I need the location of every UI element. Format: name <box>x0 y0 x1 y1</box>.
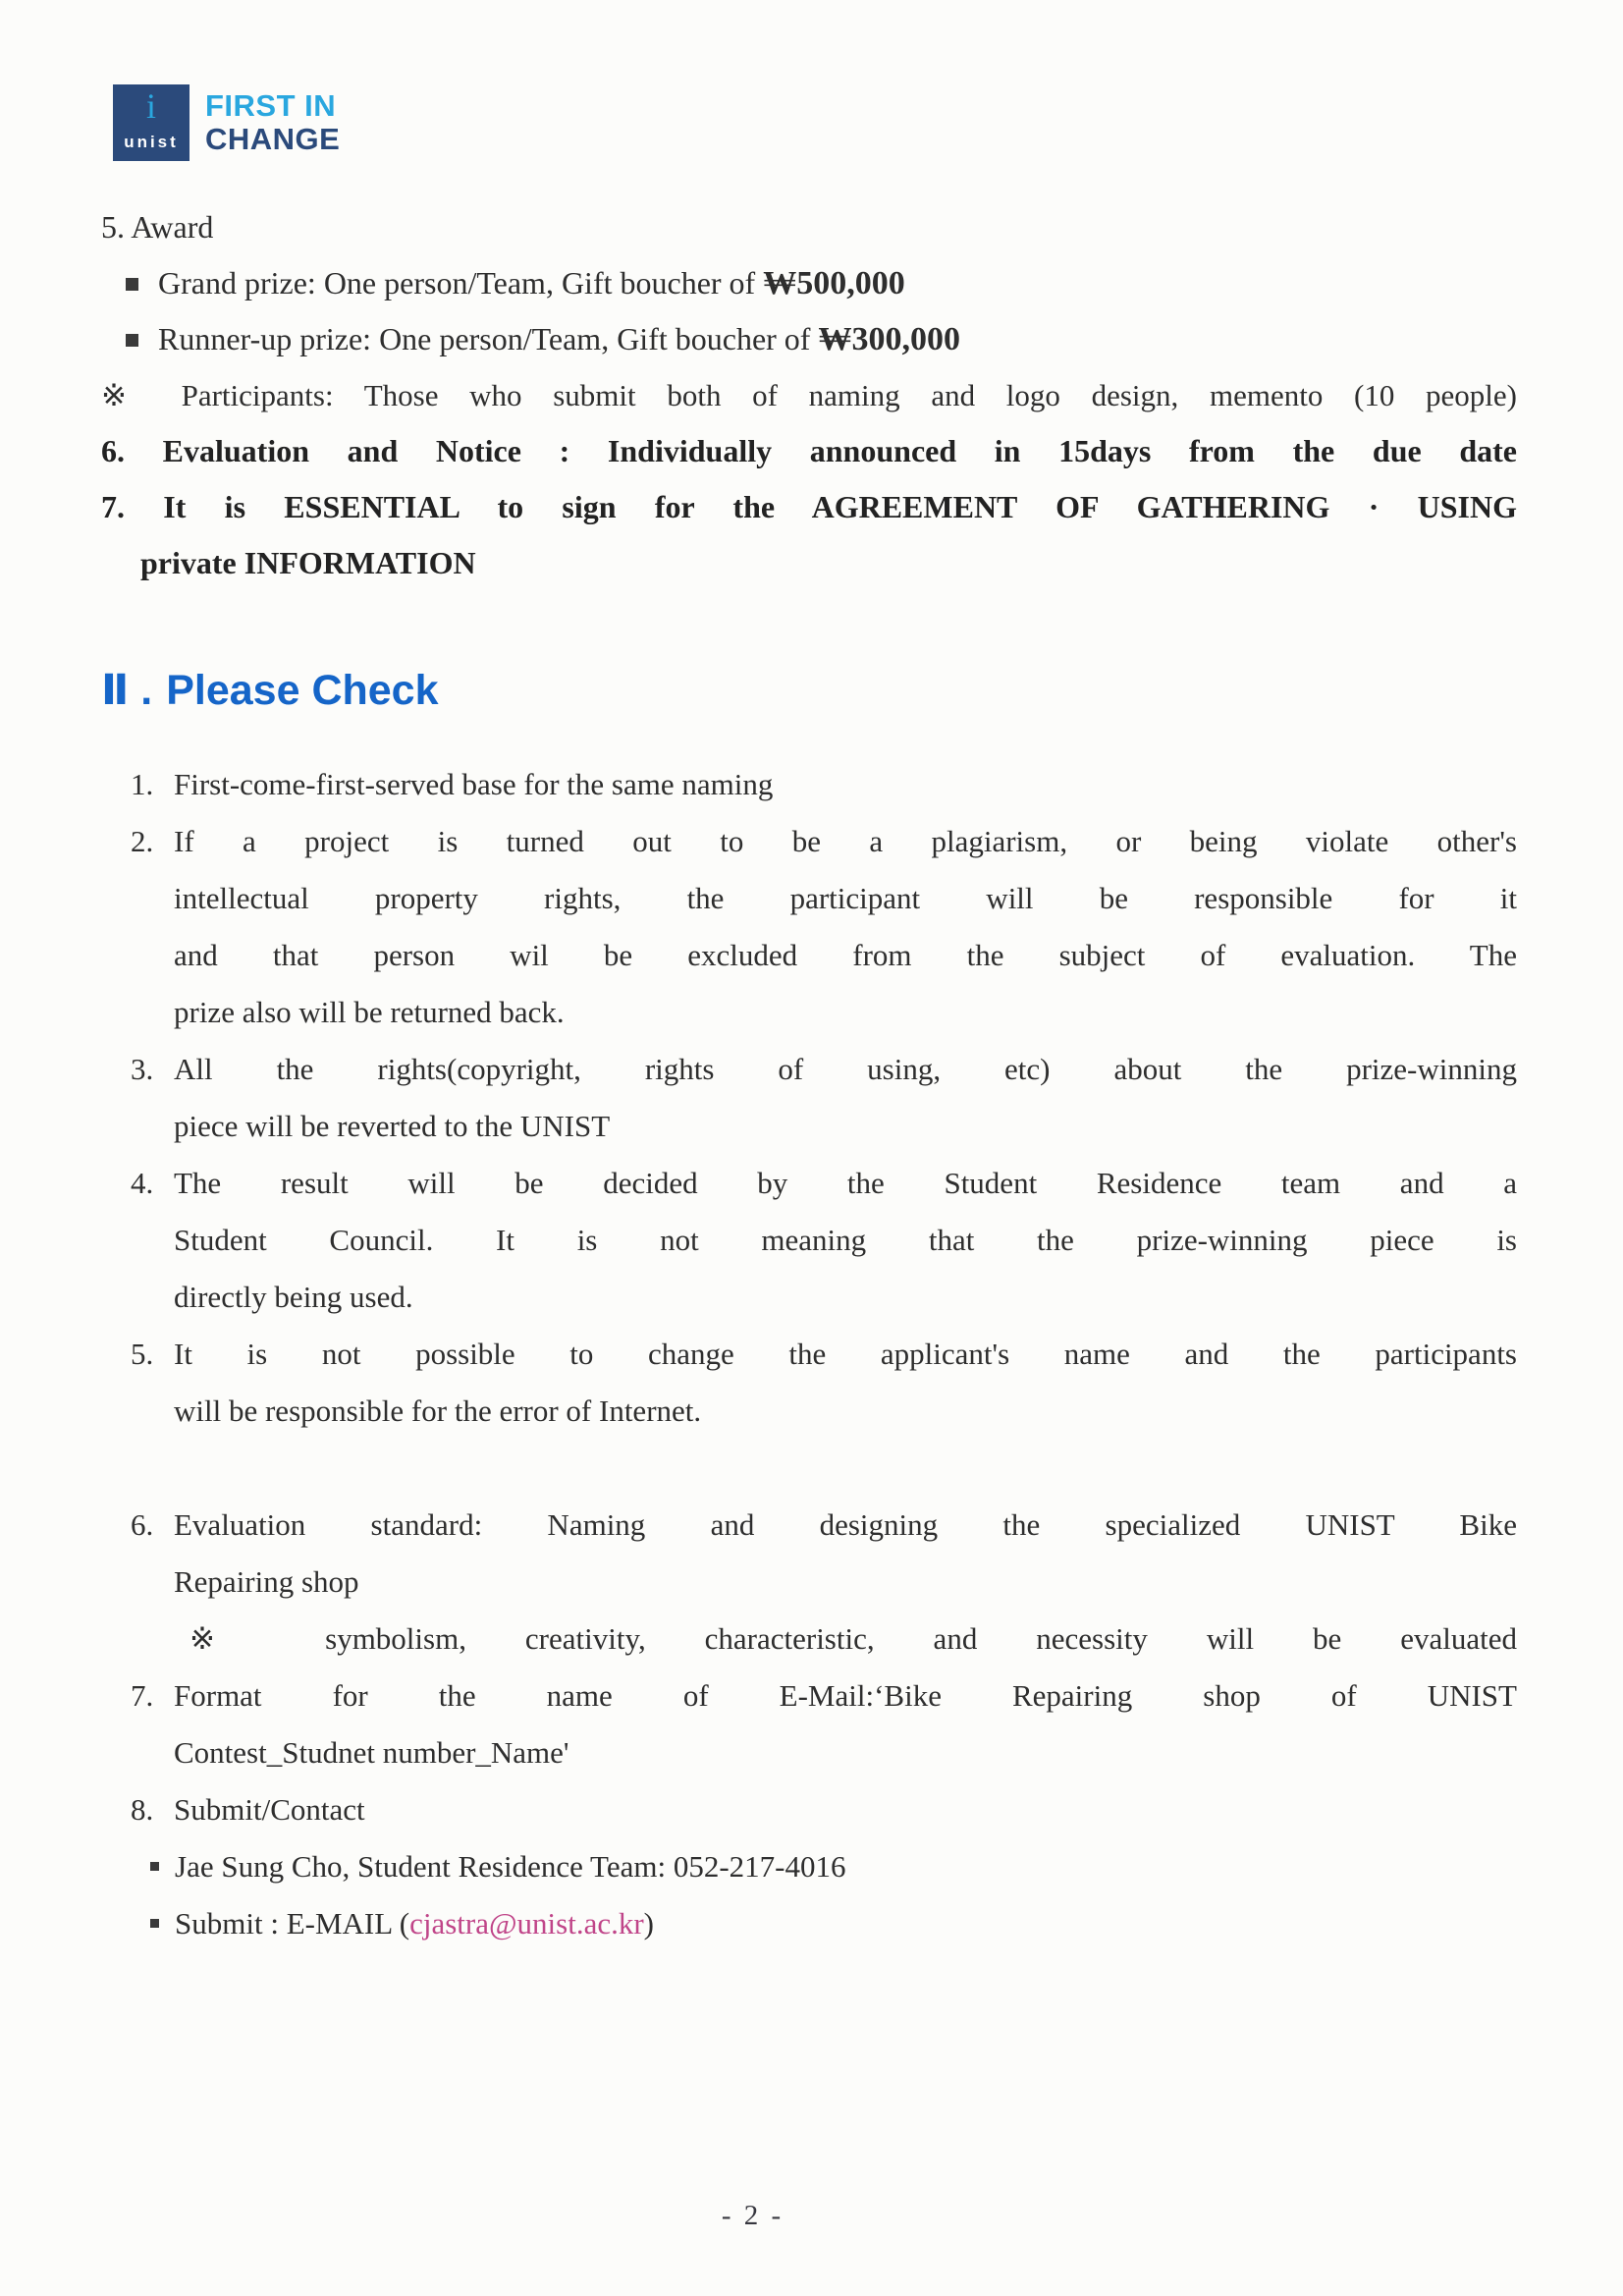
item-number: 2. <box>131 824 154 858</box>
please-check-heading <box>101 664 1517 717</box>
small-square-bullet-icon <box>150 1862 159 1871</box>
unist-logo-wordmark: unist <box>124 133 179 151</box>
check-item-2 <box>131 813 1517 1041</box>
check-item-2-line-4: prize also will be returned back. <box>174 995 565 1029</box>
award-item-7 <box>101 479 1517 535</box>
check-item-3-line-1: All the rights(copyright, rights of using, etc) about the prize-winning <box>174 1052 1517 1086</box>
check-item-2-line-1: If a project is turned out to be a plagiarism, or being violate other's <box>174 824 1517 858</box>
contact-row-phone <box>131 1838 1517 1895</box>
check-item-6-note: ※ symbolism, creativity, characteristic, and necessity will be evaluated <box>189 1621 1517 1656</box>
check-list <box>131 756 1517 1952</box>
heading-numeral: Ⅱ . <box>101 667 153 714</box>
unist-logo-i-icon: i <box>145 86 156 126</box>
item-number: 7. <box>131 1678 154 1713</box>
check-item-2-line-3: and that person wil be excluded from the subject of evaluation. The <box>174 938 1517 972</box>
square-bullet-icon <box>126 334 138 347</box>
check-item-6 <box>131 1497 1517 1667</box>
vertical-gap <box>131 1440 1517 1497</box>
runnerup-prize-text: Runner-up prize: One person/Team, Gift boucher of <box>158 321 819 356</box>
award-item-6: 6. Evaluation and Notice : Individually announced in 15days from the due date <box>101 433 1517 468</box>
check-item-7-line-2: Contest_Studnet number_Name' <box>174 1735 569 1770</box>
logo-slogan <box>205 89 340 156</box>
award-title: 5. Award <box>101 209 214 245</box>
item-number: 6. <box>131 1507 154 1542</box>
check-item-5 <box>131 1326 1517 1440</box>
check-item-4-line-2: Student Council. It is not meaning that the prize-winning piece is <box>174 1223 1517 1257</box>
email-link[interactable]: cjastra@unist.ac.kr <box>409 1906 644 1941</box>
check-item-3 <box>131 1041 1517 1155</box>
logo-slogan-line2: CHANGE <box>205 122 341 156</box>
logo-slogan-line1: FIRST IN <box>205 88 337 123</box>
check-item-8-line-1: Submit/Contact <box>174 1792 365 1827</box>
check-item-5-line-1: It is not possible to change the applicant's name and the participants <box>174 1337 1517 1371</box>
small-square-bullet-icon <box>150 1919 159 1928</box>
award-section <box>101 199 1517 591</box>
check-item-7-line-1: Format for the name of E-Mail:‘Bike Repairing shop of UNIST <box>174 1678 1517 1713</box>
item-number: 1. <box>131 767 154 801</box>
participants-note: ※ Participants: Those who submit both of naming and logo design, memento (10 people) <box>101 378 1517 412</box>
check-item-2-line-2: intellectual property rights, the participant will be responsible for it <box>174 881 1517 915</box>
unist-logo-square <box>113 84 189 161</box>
check-item-4 <box>131 1155 1517 1326</box>
contact-email-post: ) <box>643 1906 654 1941</box>
check-item-6-line-1: Evaluation standard: Naming and designing the specialized UNIST Bike <box>174 1507 1517 1542</box>
check-item-7 <box>131 1667 1517 1781</box>
item-number: 8. <box>131 1792 154 1827</box>
square-bullet-icon <box>126 278 138 291</box>
runnerup-prize-amount: ₩300,000 <box>818 321 960 357</box>
item-number: 5. <box>131 1337 154 1371</box>
check-item-1-line-1: First-come-first-served base for the same naming <box>174 767 774 801</box>
item-number: 4. <box>131 1166 154 1200</box>
check-item-3-line-2: piece will be reverted to the UNIST <box>174 1109 611 1143</box>
check-item-5-line-2: will be responsible for the error of Internet. <box>174 1394 702 1428</box>
contact-phone-text: Jae Sung Cho, Student Residence Team: 052-217-4016 <box>175 1849 846 1884</box>
check-item-4-line-1: The result will be decided by the Student Residence team and a <box>174 1166 1517 1200</box>
award-item-7-line2: private INFORMATION <box>140 545 476 580</box>
grand-prize-text: Grand prize: One person/Team, Gift boucher of <box>158 265 764 301</box>
contact-row-email <box>131 1895 1517 1952</box>
check-item-1 <box>131 756 1517 813</box>
contact-email-pre: Submit : E-MAIL ( <box>175 1906 410 1941</box>
heading-title: Please Check <box>166 667 439 714</box>
check-item-4-line-3: directly being used. <box>174 1280 413 1314</box>
check-item-6-line-2: Repairing shop <box>174 1564 359 1599</box>
award-item-7-agreement: AGREEMENT OF GATHERING · USING <box>811 489 1517 524</box>
award-bullet-grand-prize <box>101 255 1517 311</box>
award-bullet-runnerup-prize <box>101 311 1517 367</box>
item-number: 3. <box>131 1052 154 1086</box>
page-number: - 2 - <box>721 2200 784 2231</box>
unist-logo <box>113 83 1517 162</box>
grand-prize-amount: ₩500,000 <box>763 265 905 301</box>
award-item-7-pre: 7. It is ESSENTIAL to sign for the <box>101 489 812 524</box>
check-item-8 <box>131 1781 1517 1838</box>
